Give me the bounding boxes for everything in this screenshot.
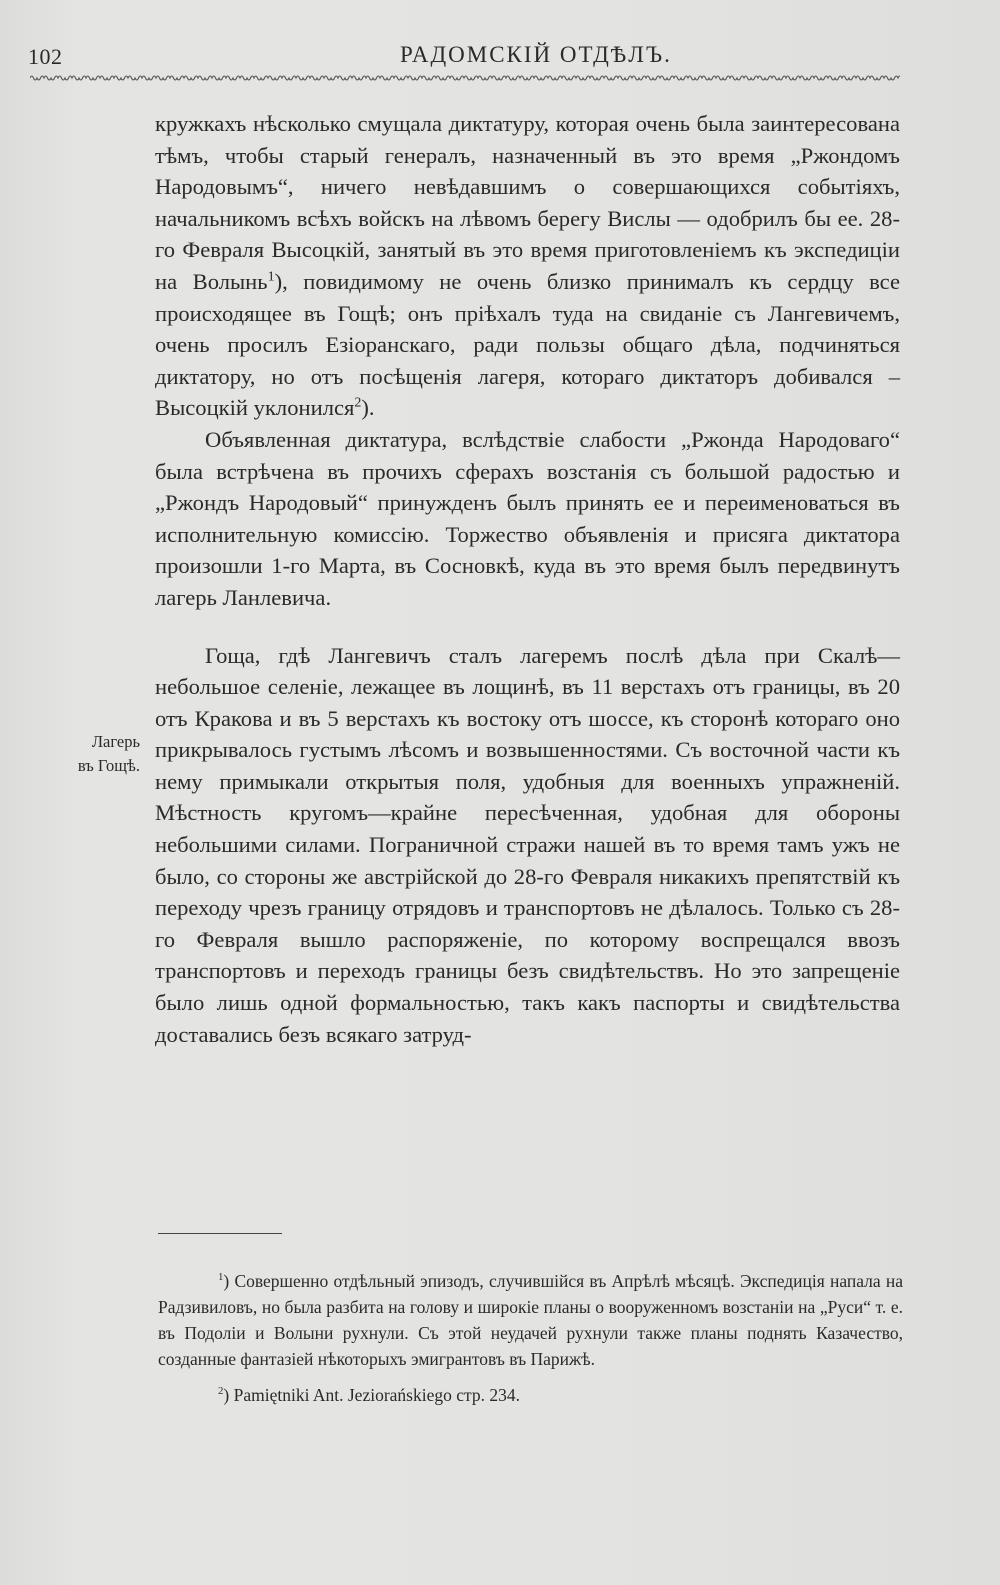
paragraph-1 bbox=[155, 108, 900, 424]
footnote-ref-2: 2 bbox=[354, 395, 362, 411]
margin-note-line-2: въ Гощѣ. bbox=[77, 756, 140, 775]
paragraph-1-part-b: ), повидимому не очень близко принималъ къ сердцу все происходящее въ Гощѣ; онъ пріѣхалъ туда на свиданіе съ Лангевичемъ, очень просилъ Езіоранскаго, ради пользы общаго дѣла, подчиняться диктатору, но отъ посѣщенія лагеря, которaго диктаторъ добивался – Высоцкій уклонился bbox=[155, 268, 901, 421]
footnotes bbox=[158, 1268, 903, 1408]
paragraph-1-part-c: ). bbox=[361, 395, 375, 421]
margin-note-line-1: Лагерь bbox=[91, 732, 140, 751]
margin-note bbox=[40, 730, 140, 778]
main-text bbox=[155, 108, 900, 1050]
footnote-ref-1: 1 bbox=[267, 269, 275, 285]
footnote-separator bbox=[158, 1233, 282, 1234]
footnote-2-mark: 2 bbox=[218, 1385, 224, 1398]
running-title: РАДОМСКІЙ ОТДѢЛЪ. bbox=[400, 42, 672, 67]
paragraph-1-part-a: кружкахъ нѣсколько смущала диктатуру, которая очень была заинтересована тѣмъ, чтобы старый генералъ, назначенный въ это время „Ржондомъ Народовымъ“, ничего невѣдавшимъ о совершающихся событіяхъ, начальникомъ всѣхъ войскъ на лѣвомъ берегу Вислы — одобрилъ бы ее. 28-го Февраля Высоцкій, занятый въ это время приготовленіемъ къ экспедиціи на Волынь bbox=[155, 111, 900, 294]
footnote-1-text: ) Совершенно отдѣльный эпизодъ, случившійся въ Апрѣлѣ мѣсяцѣ. Экспедиція напала на Радзивиловъ, но была разбита на голову и широкіе планы о вооруженномъ возстаніи на „Руси“ т. е. въ Подоліи и Волыни рухнули. Съ этой неудачей рухнули также планы поднять Казачество, созданные фантазіей нѣкоторыхъ эмигрантовъ въ Парижѣ. bbox=[158, 1271, 903, 1369]
footnote-2-text: ) Pamiętniki Ant. Jeziorańskiego стр. 234. bbox=[223, 1385, 520, 1405]
footnote-1-mark: 1 bbox=[218, 1271, 224, 1284]
footnote-2 bbox=[158, 1382, 903, 1408]
decorative-wavy-rule bbox=[30, 72, 900, 84]
footnote-1 bbox=[158, 1268, 903, 1372]
paragraph-2: Объявленная диктатура, вслѣдствіе слабости „Ржонда Народоваго“ была встрѣчена въ прочихъ сферахъ возстанія съ большой радостью и „Ржондъ Народовый“ принужденъ былъ принять ее и переименоваться въ исполнительную комиссію. Торжество объявленія и присяга диктатора произошли 1-го Марта, въ Сосновкѣ, куда въ это время былъ передвинутъ лагерь Ланлевича. bbox=[155, 426, 900, 610]
page-number: 102 bbox=[28, 44, 63, 69]
paragraph-3: Гоща, гдѣ Лангевичъ сталъ лагеремъ послѣ дѣла при Скалѣ—небольшое селеніе, лежащее въ лощинѣ, въ 11 верстахъ отъ границы, въ 20 отъ Кракова и въ 5 верстахъ къ востоку отъ шоссе, къ сторонѣ котораго оно прикрывалось густымъ лѣсомъ и возвышенностями. Съ восточной части къ нему примыкали открытыя поля, удобныя для военныхъ упражненій. Мѣстность кругомъ—крайне пересѣченная, удобная для обороны небольшими силами. Пограничной стражи нашей въ то время тамъ ужъ не было, со стороны же австрійской до 28-го Февраля никакихъ препятствій къ переходу чрезъ границу отрядовъ и транспортовъ не дѣлалось. Только съ 28-го Февраля вышло распоряженіе, по которому воспрещался ввозъ транспортовъ и переходъ границы безъ свидѣтельствъ. Но это запрещеніе было лишь одной формальностью, такъ какъ паспорты и свидѣтельства доставались безъ всякаго затруд- bbox=[155, 642, 900, 1047]
